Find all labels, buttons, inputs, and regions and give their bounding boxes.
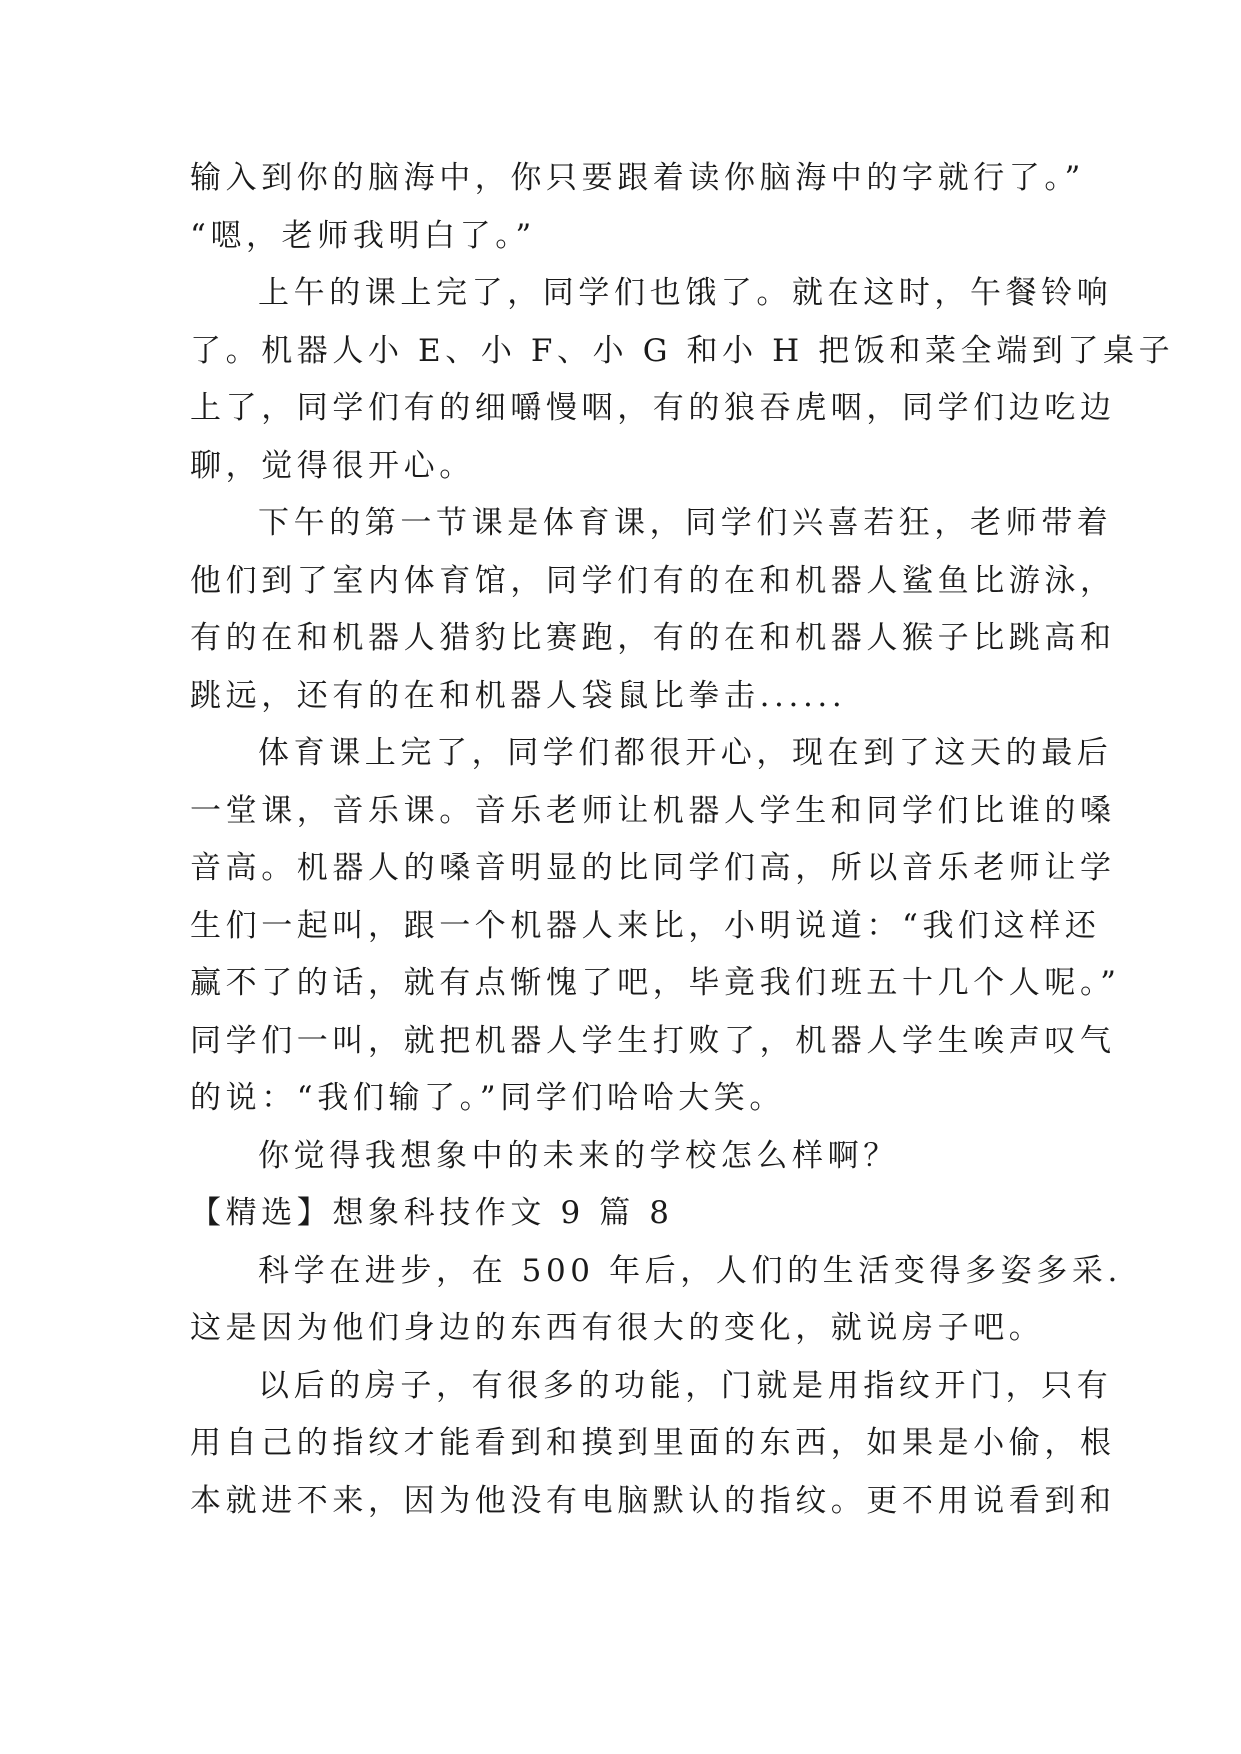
text-line: 他们到了室内体育馆，同学们有的在和机器人鲨鱼比游泳， xyxy=(190,562,1116,599)
paragraph-start-line: 体育课上完了，同学们都很开心，现在到了这天的最后 xyxy=(258,735,1113,771)
text-line: 生们一起叫，跟一个机器人来比，小明说道：“我们这样还 xyxy=(190,907,1101,944)
document-page xyxy=(190,150,1175,1530)
paragraph-start-line: 你觉得我想象中的未来的学校怎么样啊？ xyxy=(258,1137,899,1174)
text-line: 上了，同学们有的细嚼慢咽，有的狼吞虎咽，同学们边吃边 xyxy=(190,390,1116,426)
text-line: 的说：“我们输了。”同学们哈哈大笑。 xyxy=(190,1080,785,1116)
paragraph-start-line: 以后的房子，有很多的功能，门就是用指纹开门，只有 xyxy=(258,1367,1113,1404)
text-line: 用自己的指纹才能看到和摸到里面的东西，如果是小偷，根 xyxy=(190,1425,1116,1461)
text-line: 聊，觉得很开心。 xyxy=(190,447,475,484)
text-line: 一堂课，音乐课。音乐老师让机器人学生和同学们比谁的嗓 xyxy=(190,792,1116,829)
section-heading: 【精选】想象科技作文 9 篇 8 xyxy=(190,1195,674,1231)
text-line: 跳远，还有的在和机器人袋鼠比拳击...... xyxy=(190,677,847,714)
paragraph-start-line: 科学在进步，在 500 年后，人们的生活变得多姿多采. xyxy=(258,1252,1122,1289)
text-line: 有的在和机器人猎豹比赛跑，有的在和机器人猴子比跳高和 xyxy=(190,620,1116,656)
text-line: 本就进不来，因为他没有电脑默认的指纹。更不用说看到和 xyxy=(190,1482,1116,1519)
text-line: 赢不了的话，就有点惭愧了吧，毕竟我们班五十几个人呢。” xyxy=(190,965,1121,1001)
paragraph-start-line: 上午的课上完了，同学们也饿了。就在这时，午餐铃响 xyxy=(258,275,1113,311)
text-line: “嗯，老师我明白了。” xyxy=(190,217,536,254)
paragraph-start-line: 下午的第一节课是体育课，同学们兴喜若狂，老师带着 xyxy=(258,505,1113,541)
text-line: 了。机器人小 E、小 F、小 G 和小 H 把饭和菜全端到了桌子 xyxy=(190,332,1175,369)
text-line: 音高。机器人的嗓音明显的比同学们高，所以音乐老师让学 xyxy=(190,850,1116,886)
text-line: 输入到你的脑海中，你只要跟着读你脑海中的字就行了。” xyxy=(190,160,1085,196)
text-line: 同学们一叫，就把机器人学生打败了，机器人学生唉声叹气 xyxy=(190,1022,1116,1059)
text-line: 这是因为他们身边的东西有很大的变化，就说房子吧。 xyxy=(190,1310,1045,1346)
